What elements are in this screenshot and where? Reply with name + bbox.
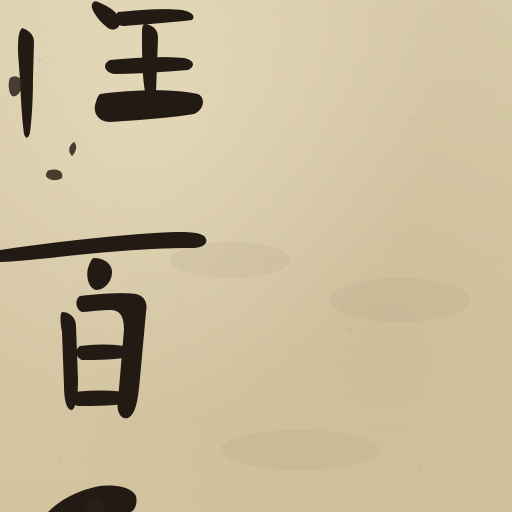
character-bai bbox=[0, 232, 206, 418]
character-zhu bbox=[9, 1, 203, 180]
character-bottom-fragment bbox=[48, 485, 137, 512]
